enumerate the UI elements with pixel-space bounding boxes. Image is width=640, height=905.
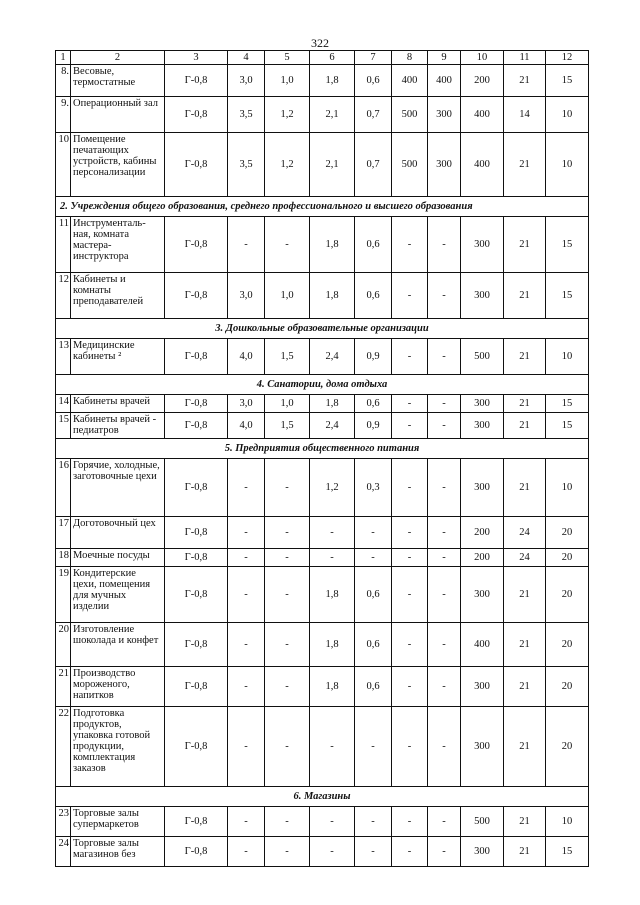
room-name: Торговые залы магазинов без (71, 837, 165, 867)
column-number: 7 (355, 51, 392, 65)
norm-value: 15 (546, 395, 589, 413)
norm-value: 14 (504, 97, 546, 133)
column-number: 10 (461, 51, 504, 65)
norm-value: Г-0,8 (165, 567, 228, 623)
norm-value: 3,0 (228, 395, 265, 413)
norm-value: - (265, 217, 310, 273)
norm-value: - (265, 567, 310, 623)
norm-value: 20 (546, 567, 589, 623)
section-heading-row (56, 439, 589, 459)
norm-value: - (265, 837, 310, 867)
norm-value: 1,5 (265, 413, 310, 439)
norm-value: 10 (546, 339, 589, 375)
norm-value: 15 (546, 65, 589, 97)
norm-value: 200 (461, 65, 504, 97)
norm-value: - (310, 707, 355, 787)
norm-value: 300 (461, 567, 504, 623)
norm-value: 3,0 (228, 273, 265, 319)
norm-value: - (355, 549, 392, 567)
norm-value: - (392, 217, 428, 273)
norm-value: - (428, 707, 461, 787)
norm-value: - (392, 413, 428, 439)
norm-value: 0,9 (355, 339, 392, 375)
norm-value: 1,2 (265, 133, 310, 197)
norm-value: - (392, 667, 428, 707)
row-number: 14 (56, 395, 71, 413)
norm-value: 15 (546, 217, 589, 273)
norm-value: 1,2 (265, 97, 310, 133)
table-row (56, 807, 589, 837)
table-row (56, 623, 589, 667)
norm-value: 300 (461, 707, 504, 787)
norm-value: - (392, 623, 428, 667)
room-name: Горячие, холодные, заготовочные цехи (71, 459, 165, 517)
norm-value: 1,8 (310, 395, 355, 413)
norm-value: 20 (546, 549, 589, 567)
norm-value: Г-0,8 (165, 807, 228, 837)
norm-value: 21 (504, 413, 546, 439)
norm-value: - (310, 807, 355, 837)
norm-value: 400 (461, 623, 504, 667)
norm-value: - (228, 837, 265, 867)
norm-value: 1,5 (265, 339, 310, 375)
table-row (56, 339, 589, 375)
room-name: Кабинеты врачей (71, 395, 165, 413)
norm-value: 21 (504, 707, 546, 787)
norm-value: Г-0,8 (165, 837, 228, 867)
norm-value: Г-0,8 (165, 133, 228, 197)
norm-value: 1,8 (310, 217, 355, 273)
norm-value: - (265, 549, 310, 567)
column-numbers-row (56, 51, 589, 65)
row-number: 16 (56, 459, 71, 517)
norm-value: 24 (504, 517, 546, 549)
norm-value: 400 (461, 97, 504, 133)
norm-value: - (392, 549, 428, 567)
section-heading: 6. Магазины (56, 787, 589, 807)
norm-value: - (428, 549, 461, 567)
norm-value: 300 (461, 837, 504, 867)
norm-value: - (392, 273, 428, 319)
section-heading-row (56, 375, 589, 395)
norm-value: - (265, 459, 310, 517)
row-number: 24 (56, 837, 71, 867)
norm-value: 2,4 (310, 339, 355, 375)
norm-value: 0,6 (355, 623, 392, 667)
norm-value: - (428, 273, 461, 319)
norm-value: - (428, 837, 461, 867)
norm-value: - (310, 517, 355, 549)
norm-value: 20 (546, 707, 589, 787)
norm-value: - (428, 667, 461, 707)
norm-value: 300 (461, 273, 504, 319)
norm-value: - (228, 217, 265, 273)
norm-value: Г-0,8 (165, 339, 228, 375)
norm-value: - (392, 459, 428, 517)
table-row (56, 567, 589, 623)
norm-value: - (392, 339, 428, 375)
column-number: 9 (428, 51, 461, 65)
norm-value: 20 (546, 667, 589, 707)
norm-value: 0,6 (355, 273, 392, 319)
norm-value: 0,9 (355, 413, 392, 439)
norm-value: 200 (461, 549, 504, 567)
section-heading: 3. Дошкольные образовательные организации (56, 319, 589, 339)
room-name: Производство мороженого, напитков (71, 667, 165, 707)
table-row (56, 517, 589, 549)
norm-value: - (428, 339, 461, 375)
row-number: 23 (56, 807, 71, 837)
row-number: 22 (56, 707, 71, 787)
norm-value: 0,6 (355, 395, 392, 413)
norm-value: Г-0,8 (165, 65, 228, 97)
row-number: 11 (56, 217, 71, 273)
room-name: Операционный зал (71, 97, 165, 133)
norm-value: 21 (504, 459, 546, 517)
norm-value: 1,8 (310, 65, 355, 97)
norm-value: - (428, 517, 461, 549)
norm-value: 0,6 (355, 567, 392, 623)
table-row (56, 133, 589, 197)
norm-value: 24 (504, 549, 546, 567)
norm-value: 1,0 (265, 273, 310, 319)
norm-value: 0,6 (355, 65, 392, 97)
room-name: Инструменталь-ная, комната мастера-инструктора (71, 217, 165, 273)
row-number: 15 (56, 413, 71, 439)
row-number: 19 (56, 567, 71, 623)
norm-value: - (228, 567, 265, 623)
column-number: 8 (392, 51, 428, 65)
norm-value: 21 (504, 395, 546, 413)
norm-value: Г-0,8 (165, 623, 228, 667)
table-row (56, 413, 589, 439)
norm-value: 2,1 (310, 97, 355, 133)
table-row (56, 549, 589, 567)
norm-value: Г-0,8 (165, 97, 228, 133)
norm-value: - (228, 667, 265, 707)
norm-value: 10 (546, 133, 589, 197)
norm-value: 21 (504, 667, 546, 707)
norm-value: 200 (461, 517, 504, 549)
norm-value: 500 (461, 807, 504, 837)
norm-value: - (265, 707, 310, 787)
norm-value: 500 (392, 133, 428, 197)
norm-value: - (265, 667, 310, 707)
row-number: 20 (56, 623, 71, 667)
norm-value: 400 (392, 65, 428, 97)
norm-value: 0,3 (355, 459, 392, 517)
table-row (56, 707, 589, 787)
norm-value: - (428, 395, 461, 413)
section-heading: 2. Учреждения общего образования, среднего профессионального и высшего образования (56, 197, 589, 217)
norm-value: 1,2 (310, 459, 355, 517)
room-name: Кабинеты врачей - педиатров (71, 413, 165, 439)
norm-value: 21 (504, 65, 546, 97)
norm-value: 4,0 (228, 413, 265, 439)
norm-value: 400 (428, 65, 461, 97)
column-number: 5 (265, 51, 310, 65)
norm-value: 1,8 (310, 623, 355, 667)
norm-value: - (428, 459, 461, 517)
norm-value: 300 (461, 459, 504, 517)
row-number: 8. (56, 65, 71, 97)
norm-value: - (265, 807, 310, 837)
norm-value: 300 (428, 133, 461, 197)
norm-value: 10 (546, 459, 589, 517)
norm-value: 2,1 (310, 133, 355, 197)
room-name: Медицинские кабинеты ² (71, 339, 165, 375)
norm-value: 21 (504, 217, 546, 273)
section-heading: 5. Предприятия общественного питания (56, 439, 589, 459)
norm-value: 21 (504, 623, 546, 667)
norm-value: 21 (504, 837, 546, 867)
table-row (56, 459, 589, 517)
norm-value: 0,7 (355, 133, 392, 197)
norm-value: - (228, 623, 265, 667)
room-name: Весовые, термостатные (71, 65, 165, 97)
row-number: 13 (56, 339, 71, 375)
room-name: Моечные посуды (71, 549, 165, 567)
norm-value: - (428, 413, 461, 439)
room-name: Изготовление шоколада и конфет (71, 623, 165, 667)
section-heading-row (56, 197, 589, 217)
norm-value: - (428, 807, 461, 837)
norm-value: Г-0,8 (165, 667, 228, 707)
row-number: 21 (56, 667, 71, 707)
norm-value: - (392, 517, 428, 549)
norm-value: - (428, 217, 461, 273)
norm-value: 1,8 (310, 273, 355, 319)
norm-value: - (228, 459, 265, 517)
lighting-norms-table (55, 50, 589, 867)
norm-value: 1,8 (310, 667, 355, 707)
column-number: 6 (310, 51, 355, 65)
norm-value: 0,6 (355, 667, 392, 707)
column-number: 3 (165, 51, 228, 65)
norm-value: 21 (504, 567, 546, 623)
norm-value: 400 (461, 133, 504, 197)
norm-value: - (310, 837, 355, 867)
norm-value: - (392, 807, 428, 837)
column-number: 1 (56, 51, 71, 65)
norm-value: 500 (461, 339, 504, 375)
page-number: 322 (311, 36, 329, 50)
table-row (56, 667, 589, 707)
norm-value: - (228, 807, 265, 837)
room-name: Кондитерские цехи, помещения для мучных изделии (71, 567, 165, 623)
room-name: Подготовка продуктов, упаковка готовой продукции, комплектация заказов (71, 707, 165, 787)
section-heading-row (56, 787, 589, 807)
table-body (56, 51, 589, 867)
norm-value: Г-0,8 (165, 459, 228, 517)
norm-value: - (228, 707, 265, 787)
norm-value: 300 (428, 97, 461, 133)
norm-value: 0,6 (355, 217, 392, 273)
table-row (56, 217, 589, 273)
norm-value: 1,0 (265, 395, 310, 413)
section-heading: 4. Санатории, дома отдыха (56, 375, 589, 395)
section-heading-row (56, 319, 589, 339)
norm-value: 20 (546, 623, 589, 667)
column-number: 4 (228, 51, 265, 65)
norm-value: - (228, 549, 265, 567)
norm-value: - (310, 549, 355, 567)
norm-value: 21 (504, 807, 546, 837)
norm-value: - (228, 517, 265, 549)
row-number: 18 (56, 549, 71, 567)
norm-value: 300 (461, 395, 504, 413)
row-number: 10 (56, 133, 71, 197)
norm-value: 21 (504, 339, 546, 375)
norm-value: 3,5 (228, 133, 265, 197)
norm-value: - (392, 837, 428, 867)
norm-value: Г-0,8 (165, 707, 228, 787)
row-number: 9. (56, 97, 71, 133)
room-name: Кабинеты и комнаты преподавателей (71, 273, 165, 319)
norm-value: 10 (546, 97, 589, 133)
norm-value: 20 (546, 517, 589, 549)
norm-value: 21 (504, 273, 546, 319)
norm-value: - (355, 807, 392, 837)
norm-value: Г-0,8 (165, 413, 228, 439)
column-number: 11 (504, 51, 546, 65)
norm-value: 300 (461, 217, 504, 273)
norm-value: 0,7 (355, 97, 392, 133)
norm-value: - (355, 707, 392, 787)
norm-value: 2,4 (310, 413, 355, 439)
norm-value: 1,8 (310, 567, 355, 623)
norm-value: Г-0,8 (165, 549, 228, 567)
room-name: Доготовочный цех (71, 517, 165, 549)
room-name: Торговые залы супермаркетов (71, 807, 165, 837)
norm-value: 300 (461, 667, 504, 707)
norm-value: - (265, 623, 310, 667)
norm-value: Г-0,8 (165, 517, 228, 549)
table-row (56, 97, 589, 133)
room-name: Помещение печатающих устройств, кабины персонализации (71, 133, 165, 197)
norm-value: - (428, 623, 461, 667)
norm-value: 3,5 (228, 97, 265, 133)
norm-value: 3,0 (228, 65, 265, 97)
norm-value: - (392, 707, 428, 787)
table-row (56, 273, 589, 319)
norm-value: Г-0,8 (165, 273, 228, 319)
norm-value: - (265, 517, 310, 549)
norm-value: 21 (504, 133, 546, 197)
norm-value: 15 (546, 837, 589, 867)
norm-value: - (392, 395, 428, 413)
row-number: 12 (56, 273, 71, 319)
norm-value: 10 (546, 807, 589, 837)
column-number: 12 (546, 51, 589, 65)
table-row (56, 395, 589, 413)
norm-value: 15 (546, 413, 589, 439)
norm-value: Г-0,8 (165, 217, 228, 273)
norm-value: - (428, 567, 461, 623)
norm-value: - (355, 837, 392, 867)
row-number: 17 (56, 517, 71, 549)
norm-value: 1,0 (265, 65, 310, 97)
table-row (56, 837, 589, 867)
column-number: 2 (71, 51, 165, 65)
norm-value: - (355, 517, 392, 549)
norm-value: 15 (546, 273, 589, 319)
norm-value: 500 (392, 97, 428, 133)
table-row (56, 65, 589, 97)
norm-value: 4,0 (228, 339, 265, 375)
norm-value: Г-0,8 (165, 395, 228, 413)
norm-value: 300 (461, 413, 504, 439)
norm-value: - (392, 567, 428, 623)
